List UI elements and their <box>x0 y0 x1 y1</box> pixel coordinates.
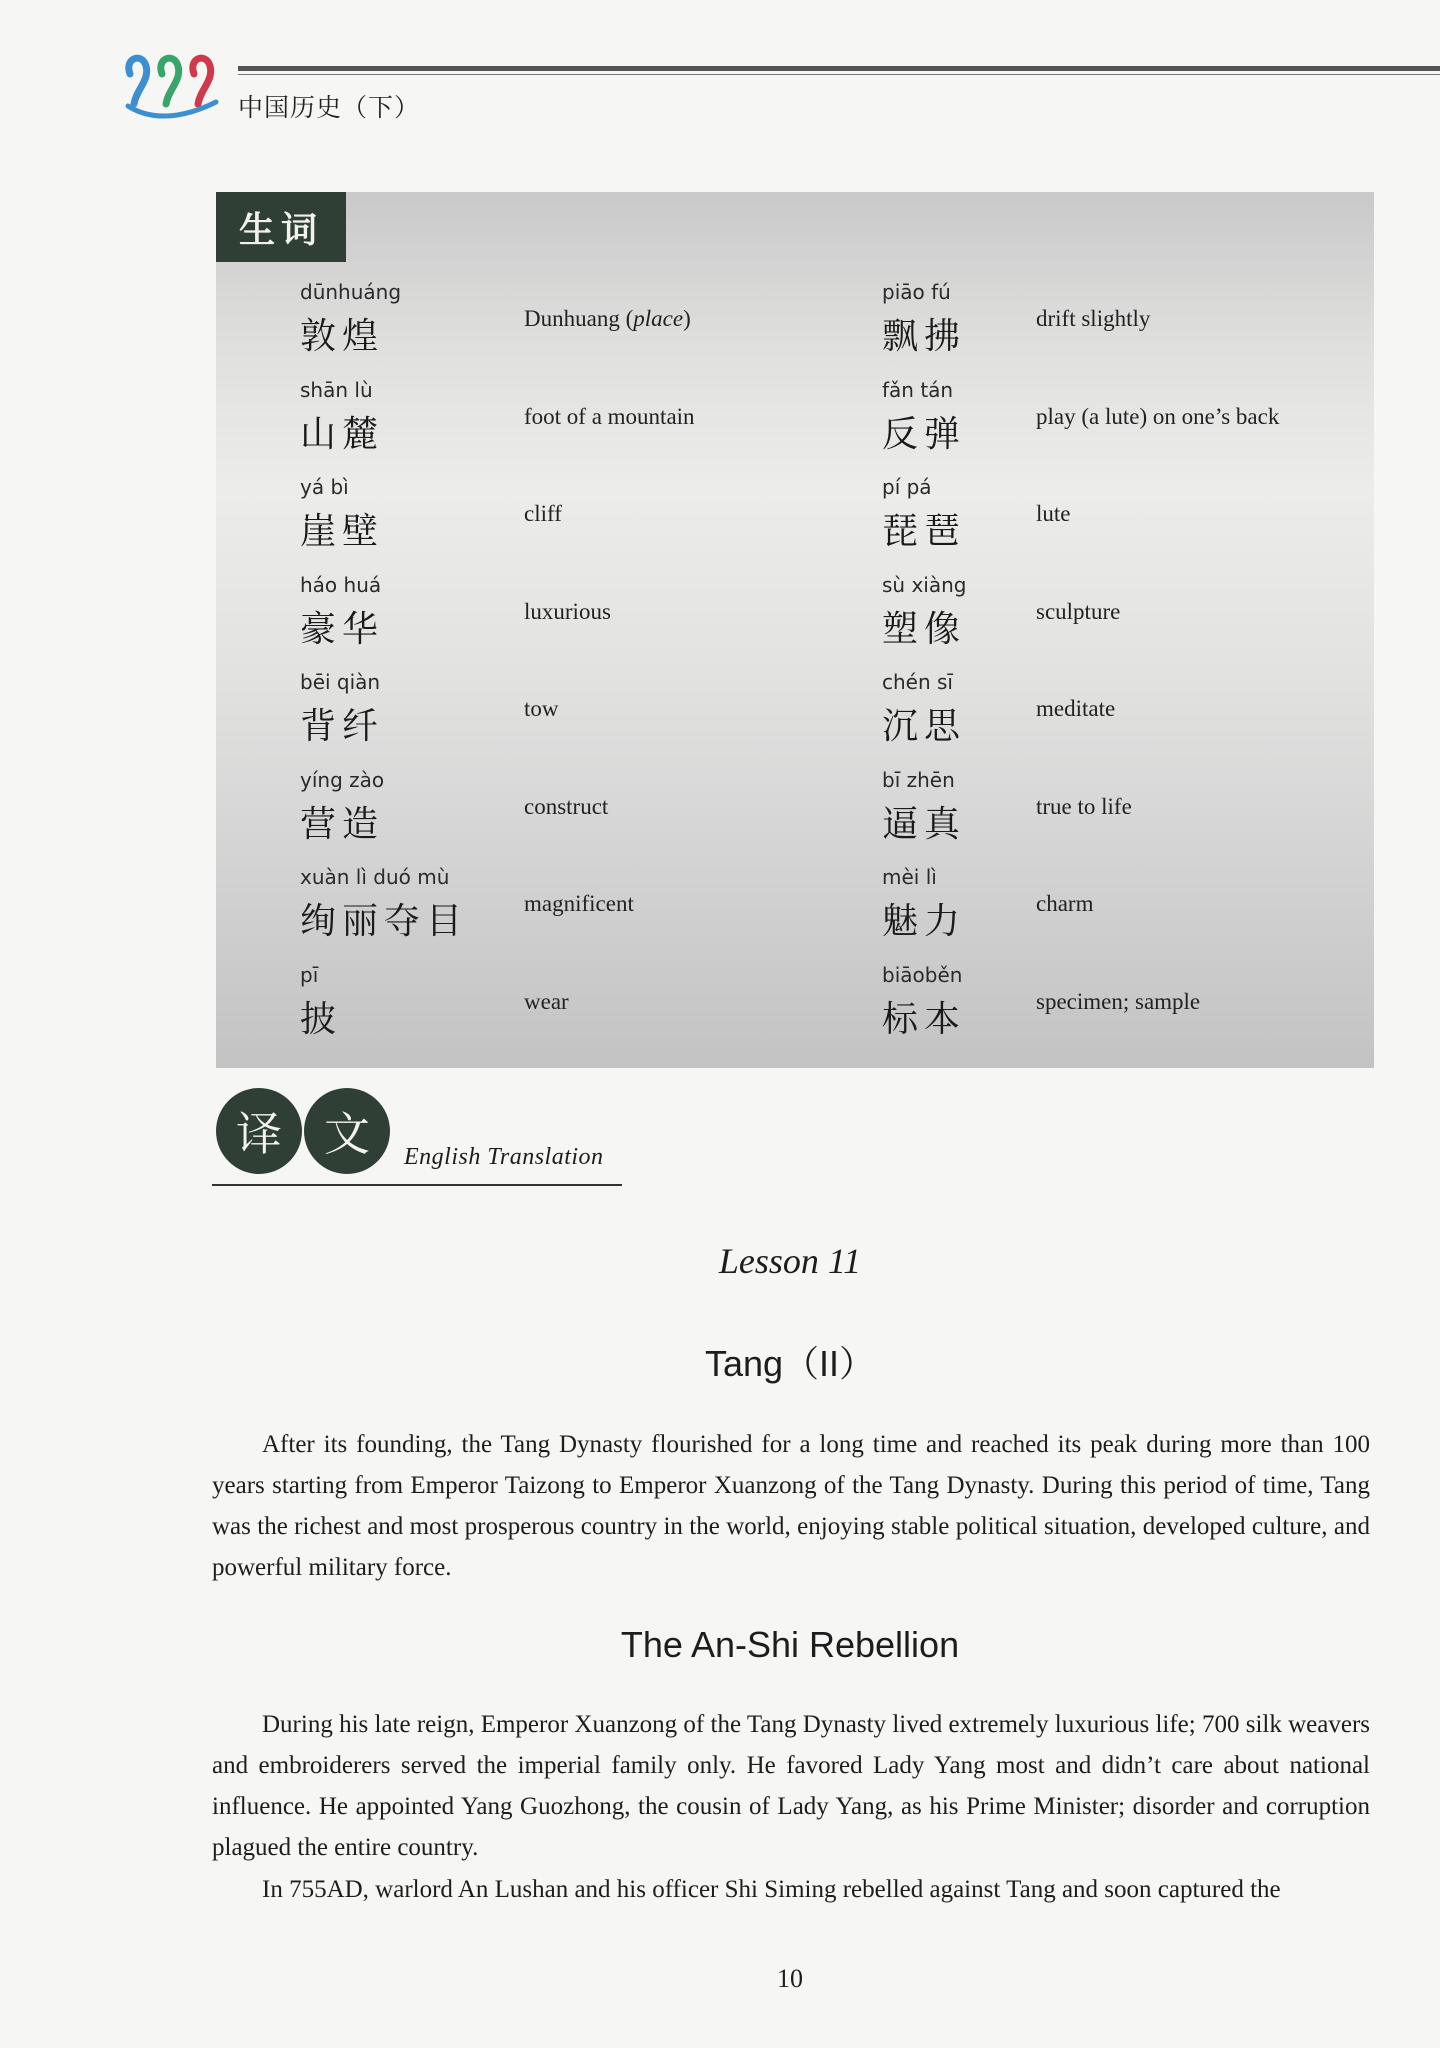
vocab-entry <box>882 865 1362 963</box>
gloss: drift slightly <box>1036 306 1151 331</box>
pinyin: háo huá <box>300 572 382 597</box>
paragraph: After its founding, the Tang Dynasty flourished for a long time and reached its peak during more than 100 years starting from Emperor Taizong to Emperor Xuanzong of the Tang Dynasty. During this period of time, Tang was the richest and most prosperous country in the world, enjoying stable political situation, developed culture, and powerful military force. <box>212 1431 1370 1581</box>
gloss: cliff <box>524 501 562 526</box>
page-number: 10 <box>777 1964 803 1993</box>
vocab-entry <box>882 378 1362 476</box>
gloss: construct <box>524 793 609 819</box>
gloss: charm <box>1036 891 1094 916</box>
translation-char-badge: 文 <box>304 1088 390 1174</box>
vocab-entry <box>300 280 840 378</box>
series-logo-icon <box>120 44 230 124</box>
vocab-entry <box>300 378 840 476</box>
pinyin: sù xiàng <box>882 572 967 597</box>
hanzi: 披 <box>300 998 343 1040</box>
gloss: foot of a mountain <box>524 403 695 429</box>
vocab-entry <box>882 768 1362 866</box>
hanzi: 背纤 <box>300 706 385 747</box>
gloss: wear <box>524 988 569 1014</box>
vocabulary-box <box>216 192 1374 1068</box>
gloss: magnificent <box>524 891 634 916</box>
hanzi: 魅力 <box>882 901 967 942</box>
gloss: meditate <box>1036 696 1116 721</box>
paragraph: During his late reign, Emperor Xuanzong of the Tang Dynasty lived extremely luxurious life; 700 silk weavers and embroiderers served the imperial family only. He favored Lady Yang most and didn’t care about national influence. He appointed Yang Guozhong, the cousin of Lady Yang, as his Prime Minister; disorder and corruption plagued the entire country. <box>212 1711 1370 1861</box>
vocab-entry <box>300 475 840 573</box>
vocabulary-tab: 生词 <box>216 192 346 262</box>
gloss: luxurious <box>524 598 611 624</box>
pinyin: mèi lì <box>882 865 937 889</box>
pinyin: biāoběn <box>882 962 963 987</box>
translation-underline <box>212 1184 622 1186</box>
pinyin: bī zhēn <box>882 767 955 792</box>
gloss-note: place <box>633 306 684 331</box>
gloss: sculpture <box>1036 598 1121 624</box>
gloss: tow <box>524 696 559 721</box>
translation-heading <box>212 1088 632 1200</box>
hanzi: 营造 <box>300 803 385 845</box>
hanzi: 绚丽夺目 <box>300 901 469 942</box>
header-rule-thin <box>238 74 1440 75</box>
vocabulary-column-right <box>882 280 1362 1060</box>
vocab-entry <box>882 963 1362 1061</box>
lesson-number: Lesson 11 <box>718 1241 862 1281</box>
gloss: play (a lute) on one’s back <box>1036 403 1280 429</box>
pinyin: chén sī <box>882 670 953 694</box>
vocabulary-column-left <box>300 280 840 1060</box>
vocab-entry <box>300 865 840 963</box>
translation-char-badge: 译 <box>216 1088 302 1174</box>
vocab-entry <box>882 475 1362 573</box>
pinyin: piāo fú <box>882 280 951 304</box>
paragraph: In 755AD, warlord An Lushan and his officer Shi Siming rebelled against Tang and soon captured the <box>262 1876 1281 1903</box>
hanzi: 逼真 <box>882 803 967 845</box>
translation-label: English Translation <box>404 1144 604 1170</box>
vocab-entry <box>300 963 840 1061</box>
hanzi: 反弹 <box>882 413 967 455</box>
vocab-entry <box>300 768 840 866</box>
gloss: true to life <box>1036 793 1132 819</box>
hanzi: 琵琶 <box>882 511 967 552</box>
vocab-entry <box>300 670 840 768</box>
pinyin: xuàn lì duó mù <box>300 865 450 889</box>
vocab-entry <box>882 670 1362 768</box>
vocab-entry <box>300 573 840 671</box>
gloss-text: Dunhuang <box>524 306 620 331</box>
hanzi: 山麓 <box>300 413 385 455</box>
pinyin: shān lù <box>300 377 373 402</box>
book-title: 中国历史（下） <box>238 93 421 122</box>
hanzi: 崖壁 <box>300 511 385 552</box>
gloss: specimen; sample <box>1036 988 1201 1014</box>
hanzi: 豪华 <box>300 608 385 650</box>
vocab-entry <box>882 573 1362 671</box>
hanzi: 沉思 <box>882 706 967 747</box>
pinyin: pí pá <box>882 475 932 499</box>
lesson-title: Tang（II） <box>704 1343 876 1384</box>
page-header <box>120 40 1440 130</box>
gloss: Dunhuang (place) <box>524 306 691 331</box>
hanzi: 塑像 <box>882 608 967 650</box>
section-heading: The An-Shi Rebellion <box>620 1624 960 1665</box>
pinyin: fǎn tán <box>882 377 954 402</box>
pinyin: dūnhuáng <box>300 280 402 304</box>
hanzi: 飘拂 <box>882 316 967 357</box>
pinyin: pī <box>300 962 319 987</box>
hanzi: 敦煌 <box>300 316 385 357</box>
pinyin: yá bì <box>300 475 349 499</box>
gloss: lute <box>1036 501 1071 526</box>
pinyin: yíng zào <box>300 767 385 792</box>
vocab-entry <box>882 280 1362 378</box>
pinyin: bēi qiàn <box>300 670 381 694</box>
hanzi: 标本 <box>882 998 967 1040</box>
header-rule <box>238 66 1440 71</box>
